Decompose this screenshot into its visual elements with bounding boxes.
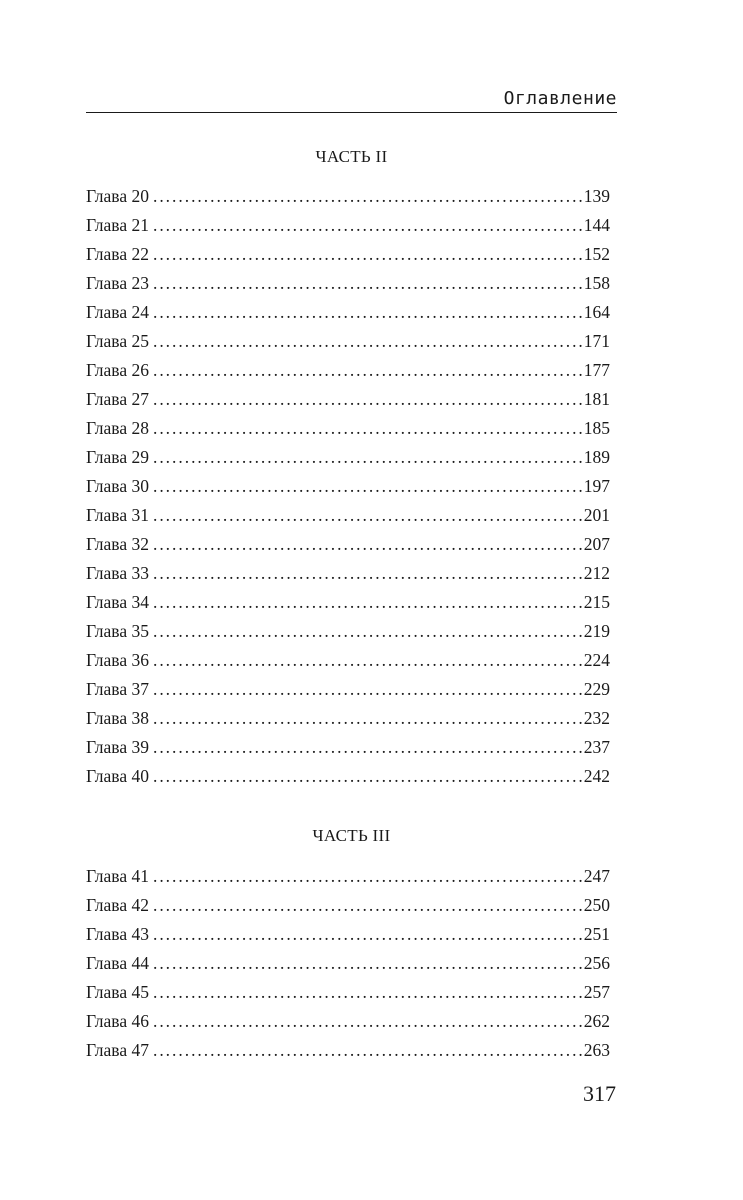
toc-entry-label: Глава 30 [86,476,149,496]
toc-entry[interactable] [86,414,610,443]
page-number: 317 [583,1081,616,1106]
toc-entry-page: 263 [583,1040,610,1060]
toc-entry-page: 224 [583,650,610,670]
toc-dot-leader [153,443,582,472]
toc-entry-label: Глава 39 [86,737,149,757]
toc-dot-leader [153,862,582,891]
toc-dot-leader [153,588,582,617]
toc-dot-leader [153,501,582,530]
toc-entry[interactable] [86,298,610,327]
toc-dot-leader [153,327,582,356]
toc-entry-page: 232 [583,708,610,728]
toc-dot-leader [153,949,582,978]
toc-entry-label: Глава 45 [86,982,149,1002]
part-title-2: ЧАСТЬ II [315,147,388,166]
toc-entry-label: Глава 36 [86,650,149,670]
toc-dot-leader [153,385,582,414]
toc-entry-label: Глава 46 [86,1011,149,1031]
toc-entry-label: Глава 32 [86,534,149,554]
toc-entry[interactable] [86,704,610,733]
toc-entry-label: Глава 26 [86,360,149,380]
toc-entry[interactable] [86,182,610,211]
toc-entry-page: 237 [583,737,610,757]
toc-dot-leader [153,269,582,298]
toc-entry-page: 197 [583,476,610,496]
toc-entry-label: Глава 31 [86,505,149,525]
toc-entry[interactable] [86,472,610,501]
toc-entry-label: Глава 27 [86,389,149,409]
toc-dot-leader [153,530,582,559]
toc-dot-leader [153,891,582,920]
toc-entry-label: Глава 21 [86,215,149,235]
toc-entry[interactable] [86,501,610,530]
toc-entry-label: Глава 22 [86,244,149,264]
toc-entry-page: 207 [583,534,610,554]
toc-entry-page: 189 [583,447,610,467]
toc-dot-leader [153,733,582,762]
toc-entry[interactable] [86,1036,610,1065]
toc-entry-page: 139 [583,186,610,206]
toc-dot-leader [153,182,582,211]
toc-dot-leader [153,617,582,646]
toc-entry-page: 171 [583,331,610,351]
toc-entry-label: Глава 35 [86,621,149,641]
toc-entry-page: 247 [583,866,610,886]
toc-entry-page: 144 [583,215,610,235]
toc-entry[interactable] [86,443,610,472]
toc-entry-label: Глава 34 [86,592,149,612]
toc-entry-page: 201 [583,505,610,525]
toc-dot-leader [153,472,582,501]
toc-dot-leader [153,646,582,675]
toc-entry[interactable] [86,269,610,298]
toc-list-part-2 [86,182,610,791]
running-head: Оглавление [503,88,617,109]
toc-entry[interactable] [86,211,610,240]
toc-entry[interactable] [86,675,610,704]
toc-entry-label: Глава 44 [86,953,149,973]
toc-entry-page: 242 [583,766,610,786]
toc-entry-page: 262 [583,1011,610,1031]
toc-entry[interactable] [86,385,610,414]
toc-entry-label: Глава 38 [86,708,149,728]
toc-dot-leader [153,1007,582,1036]
toc-entry-page: 177 [583,360,610,380]
toc-entry-label: Глава 42 [86,895,149,915]
toc-entry-page: 152 [583,244,610,264]
toc-entry-label: Глава 43 [86,924,149,944]
toc-entry-page: 256 [583,953,610,973]
toc-entry-page: 251 [583,924,610,944]
toc-dot-leader [153,920,582,949]
toc-dot-leader [153,559,582,588]
toc-dot-leader [153,414,582,443]
toc-dot-leader [153,1036,582,1065]
toc-dot-leader [153,704,582,733]
toc-entry[interactable] [86,559,610,588]
toc-entry-page: 164 [583,302,610,322]
toc-entry[interactable] [86,978,610,1007]
toc-entry[interactable] [86,646,610,675]
toc-entry[interactable] [86,733,610,762]
toc-entry[interactable] [86,891,610,920]
toc-list-part-3 [86,862,610,1065]
toc-entry-label: Глава 20 [86,186,149,206]
toc-dot-leader [153,356,582,385]
toc-entry[interactable] [86,530,610,559]
toc-entry-page: 215 [583,592,610,612]
toc-dot-leader [153,298,582,327]
toc-entry-label: Глава 25 [86,331,149,351]
toc-entry-label: Глава 41 [86,866,149,886]
toc-entry-label: Глава 40 [86,766,149,786]
toc-entry[interactable] [86,240,610,269]
toc-dot-leader [153,675,582,704]
toc-entry-page: 181 [583,389,610,409]
toc-dot-leader [153,211,582,240]
toc-entry[interactable] [86,327,610,356]
toc-entry-label: Глава 28 [86,418,149,438]
toc-entry-label: Глава 47 [86,1040,149,1060]
toc-entry[interactable] [86,762,610,791]
toc-entry-label: Глава 37 [86,679,149,699]
toc-entry[interactable] [86,949,610,978]
toc-entry[interactable] [86,862,610,891]
toc-entry-page: 185 [583,418,610,438]
toc-entry-label: Глава 29 [86,447,149,467]
toc-entry[interactable] [86,1007,610,1036]
toc-entry-label: Глава 23 [86,273,149,293]
toc-entry-page: 219 [583,621,610,641]
toc-dot-leader [153,978,582,1007]
toc-entry[interactable] [86,920,610,949]
toc-entry-page: 158 [583,273,610,293]
toc-entry-page: 257 [583,982,610,1002]
toc-entry-label: Глава 24 [86,302,149,322]
toc-entry[interactable] [86,356,610,385]
toc-entry[interactable] [86,588,610,617]
toc-dot-leader [153,762,582,791]
toc-entry-page: 212 [583,563,610,583]
toc-entry-page: 229 [583,679,610,699]
header-rule [86,112,617,113]
toc-entry[interactable] [86,617,610,646]
part-title-3: ЧАСТЬ III [312,826,391,845]
toc-entry-label: Глава 33 [86,563,149,583]
toc-entry-page: 250 [583,895,610,915]
toc-dot-leader [153,240,582,269]
